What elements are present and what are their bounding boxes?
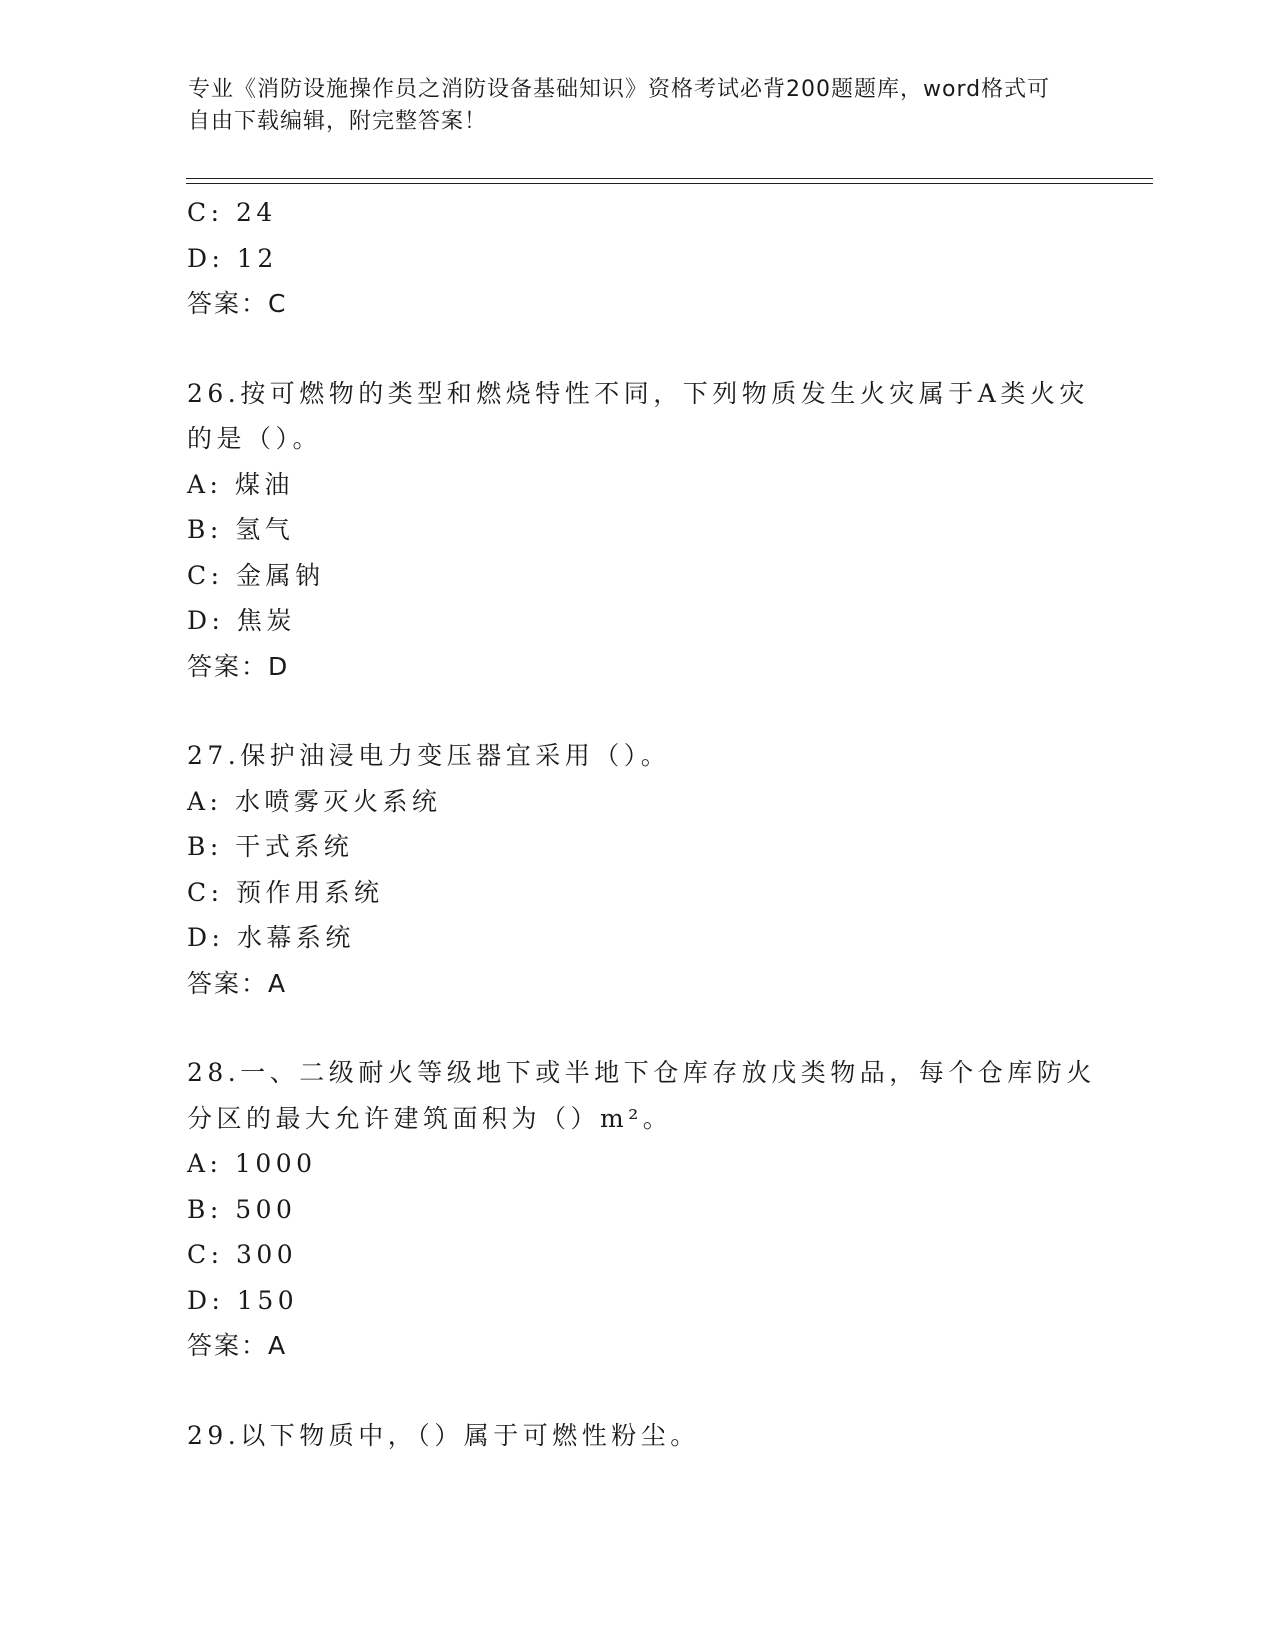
option-c: C: 金属钠 [187, 560, 325, 590]
question-stem: 28.一、二级耐火等级地下或半地下仓库存放戊类物品，每个仓库防火 [187, 1058, 1096, 1087]
option-d: D: 12 [187, 243, 278, 273]
option-a: A: 水喷雾灭火系统 [187, 786, 442, 816]
question-27 [187, 733, 1087, 1006]
spacer [187, 327, 1087, 371]
option-b: B: 干式系统 [187, 832, 354, 861]
question-stem: 分区的最大允许建筑面积为（）m²。 [187, 1103, 673, 1133]
answer: 答案：A [187, 968, 288, 998]
option-b: B: 500 [187, 1194, 297, 1224]
header-divider-bottom [186, 183, 1153, 184]
answer: 答案：C [187, 289, 288, 318]
answer: 答案：A [187, 1331, 288, 1360]
header-title: 专业《消防设施操作员之消防设备基础知识》资格考试必背200题题库，word格式可自由下载编辑，附完整答案！ [188, 77, 1051, 134]
question-stem: 27.保护油浸电力变压器宜采用（）。 [187, 741, 671, 770]
spacer [187, 1006, 1087, 1050]
option-d: D: 150 [187, 1285, 299, 1315]
question-stem: 29.以下物质中，（）属于可燃性粉尘。 [187, 1420, 700, 1450]
question-25-tail [187, 190, 1087, 327]
question-26 [187, 371, 1087, 690]
document-header [188, 74, 1068, 138]
question-28 [187, 1050, 1096, 1369]
option-c: C: 300 [187, 1240, 298, 1269]
spacer [187, 1369, 1087, 1413]
question-29 [187, 1413, 1087, 1459]
spacer [187, 689, 1087, 733]
question-stem: 的是（）。 [187, 424, 323, 453]
option-d: D: 水幕系统 [187, 923, 355, 952]
option-c: C: 预作用系统 [187, 877, 384, 907]
answer: 答案：D [187, 651, 290, 681]
option-a: A: 煤油 [187, 469, 294, 499]
option-b: B: 氢气 [187, 515, 295, 544]
option-a: A: 1000 [187, 1149, 317, 1178]
header-divider-top [186, 178, 1153, 179]
question-list [187, 190, 1096, 1458]
question-stem: 26.按可燃物的类型和燃烧特性不同，下列物质发生火灾属于A类火灾 [187, 378, 1089, 408]
option-d: D: 焦炭 [187, 606, 296, 635]
option-c: C: 24 [187, 198, 277, 227]
